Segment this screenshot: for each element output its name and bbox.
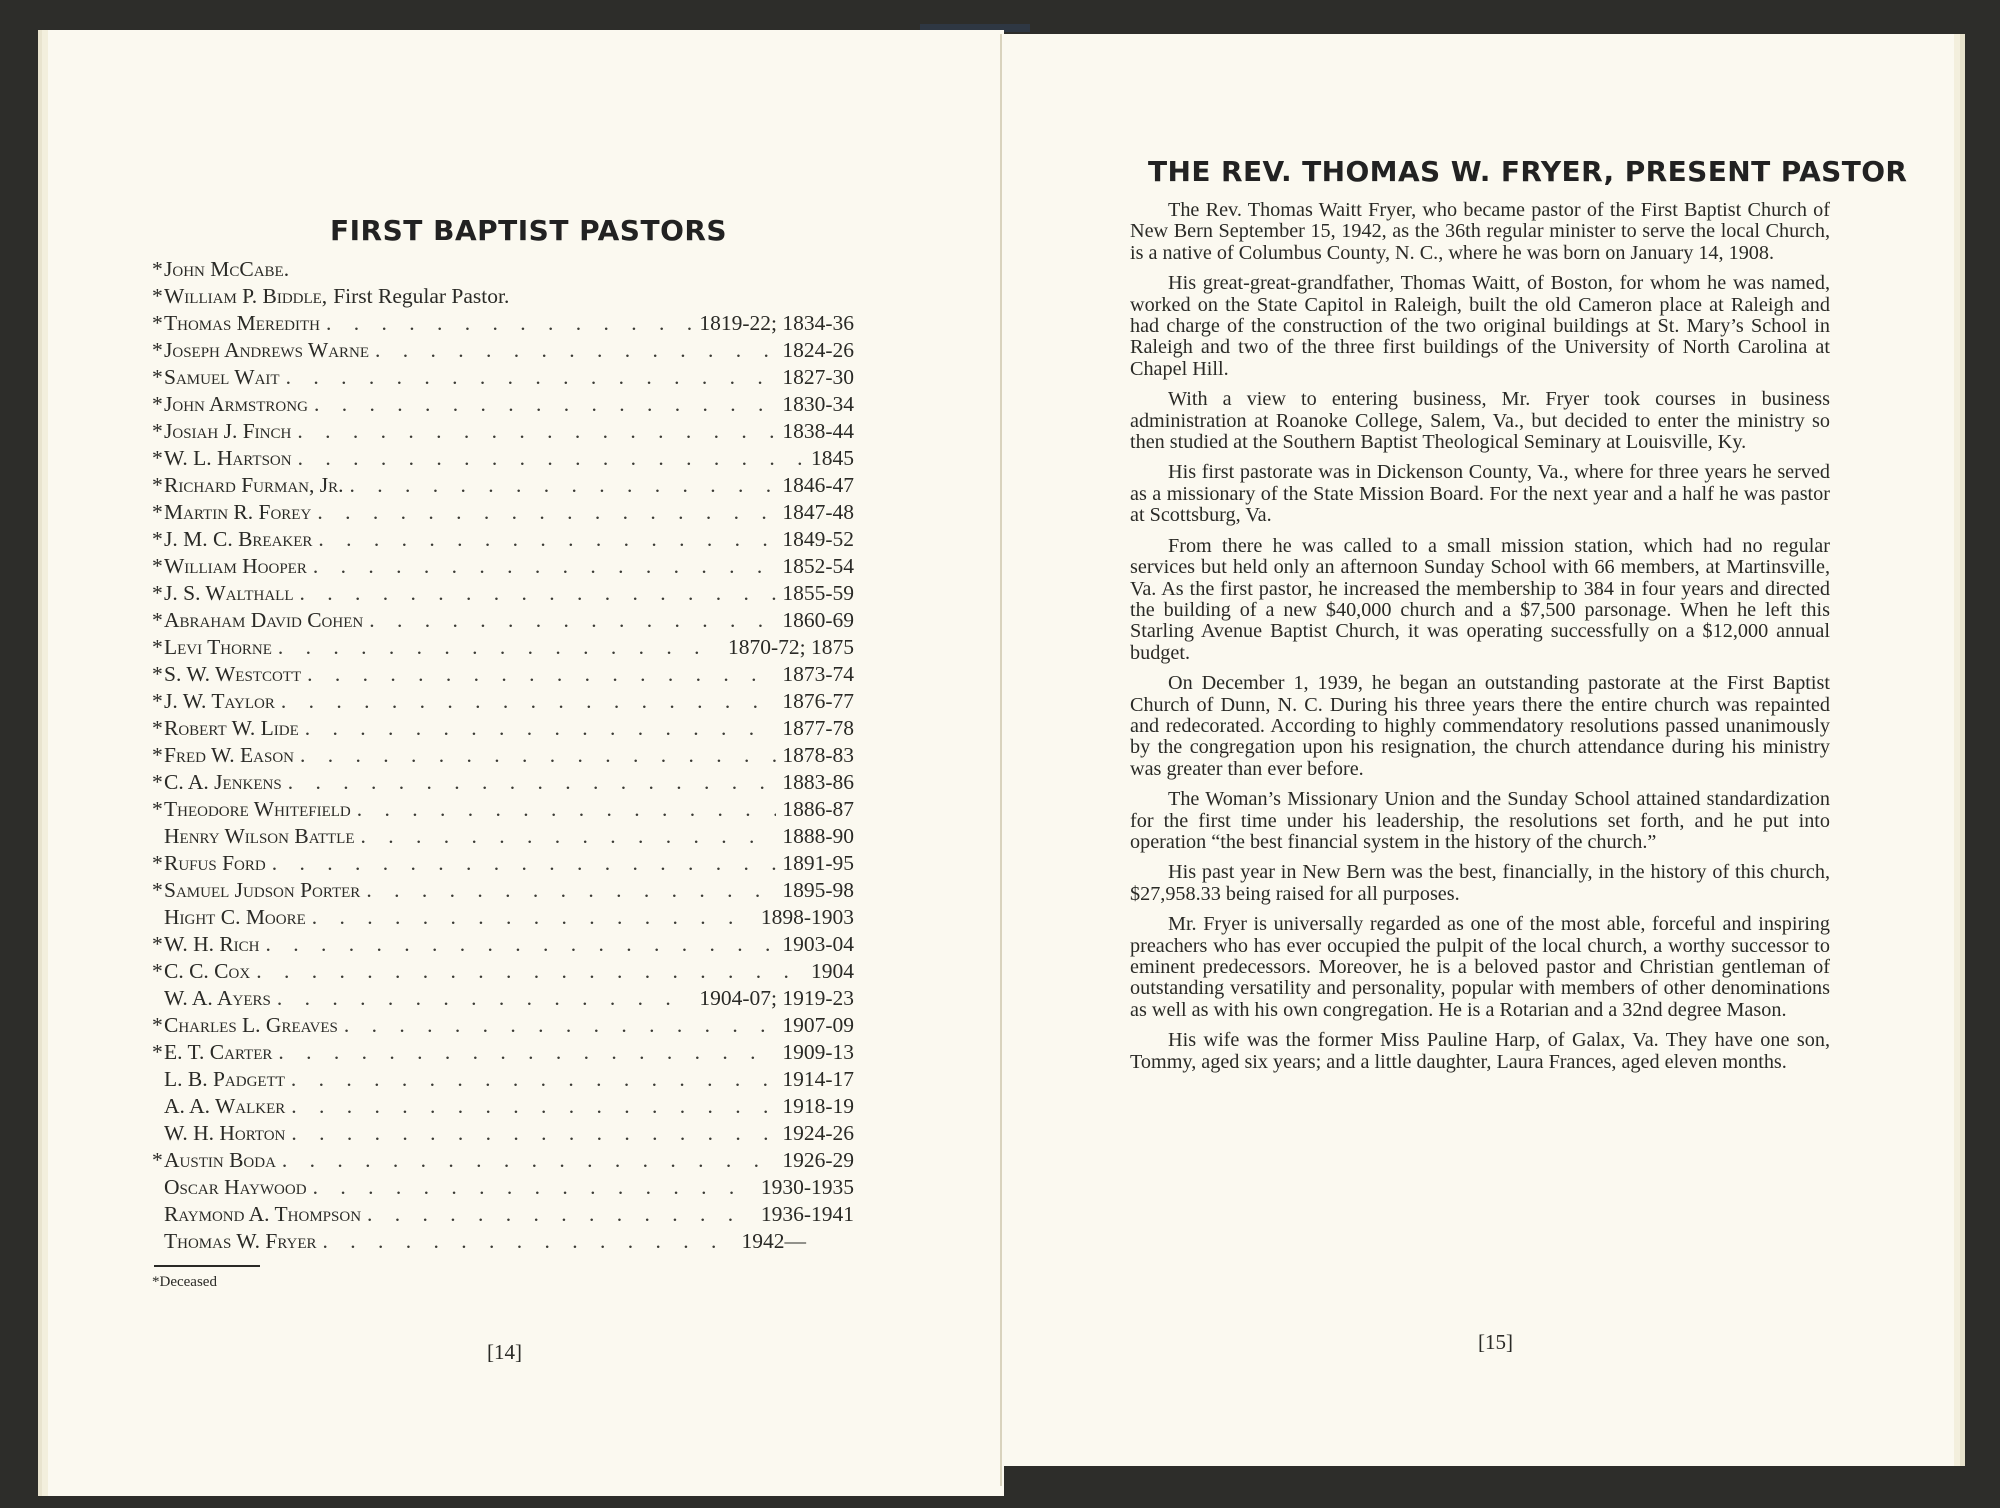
pastor-row [152,283,854,310]
dot-leader [305,715,777,742]
pastor-row [152,364,854,391]
deceased-marker: * [152,473,163,497]
dot-leader [288,769,777,796]
deceased-marker: * [152,1148,163,1172]
pastor-row [152,1147,854,1174]
pastor-years: 1819-22; 1834-36 [699,311,854,335]
page-number-right: [15] [1478,1330,1513,1354]
dot-leader [298,445,805,472]
pastor-name: Oscar Haywood [164,1175,307,1199]
pastor-name: S. W. Westcott [164,662,302,686]
dot-leader [361,823,777,850]
deceased-marker: * [152,392,163,416]
pastor-years: 1907-09 [782,1013,854,1037]
pastor-name: Austin Boda [164,1148,276,1172]
deceased-marker: * [152,257,163,281]
pastor-name: J. W. Taylor [164,689,275,713]
deceased-marker: * [152,932,163,956]
deceased-marker: * [152,311,163,335]
dot-leader [272,850,777,877]
deceased-marker: * [152,284,163,308]
pastor-years: 1903-04 [782,932,854,956]
book-spine [1000,34,1002,1486]
pastor-row [152,985,854,1012]
dot-leader [312,904,755,931]
dot-leader [297,418,776,445]
pastor-name: Charles L. Greaves [164,1013,338,1037]
pastor-years: 1824-26 [782,338,854,362]
pastor-name: Thomas W. Fryer [164,1229,317,1253]
pastor-name: C. C. Cox [164,959,251,983]
deceased-marker: * [152,1013,163,1037]
pastor-name: William P. Biddle, [164,284,328,308]
pastor-row [152,769,854,796]
dot-leader [307,661,776,688]
deceased-marker: * [152,500,163,524]
pastor-years: 1838-44 [782,419,854,443]
pastor-row [152,742,854,769]
pastor-name: W. A. Ayers [164,986,271,1010]
pastor-name: Joseph Andrews Warne [164,338,370,362]
pastor-name: Robert W. Lide [164,716,299,740]
pastor-name: Raymond A. Thompson [164,1202,362,1226]
deceased-marker: * [152,743,163,767]
pastor-row [152,1201,854,1228]
dot-leader [357,796,777,823]
dot-leader [277,985,693,1012]
dot-leader [326,310,693,337]
pastor-note: First Regular Pastor. [333,284,510,308]
paragraph: With a view to entering business, Mr. Fryer took courses in business administration at Roanoke College, Salem, Va., but decided to enter the ministry so then studied at the Southern Baptist Theological Seminary at Louisville, Ky. [1130,388,1830,454]
pastor-years: 1827-30 [782,365,854,389]
pastor-row [152,418,854,445]
pastor-name: Samuel Judson Porter [164,878,361,902]
pastor-years: 1870-72; 1875 [727,635,854,659]
pastor-row [152,337,854,364]
dot-leader [300,580,777,607]
paragraph: From there he was called to a small mission station, which had no regular services but held only an afternoon Sunday School with 66 members, at Martinsville, Va. As the first pastor, he increased the membership to 384 in four years and directed the building of a new $40,000 church and a $7,500 parsonage. When he left this Starling Avenue Baptist Church, it was operating successfully on a $12,000 annual budget. [1130,534,1830,664]
pastors-list-heading: FIRST BAPTIST PASTORS [330,214,728,247]
dot-leader [344,1012,776,1039]
dot-leader [367,1201,755,1228]
dot-leader [375,337,776,364]
dot-leader [366,877,776,904]
pastor-years: 1860-69 [782,608,854,632]
pastor-row [152,796,854,823]
pastor-years: 1895-98 [782,878,854,902]
pastor-row [152,310,854,337]
deceased-marker: * [152,527,163,551]
pastor-years: 1845 [811,446,854,470]
pastor-row [152,580,854,607]
dot-leader [281,688,776,715]
pastor-row [152,688,854,715]
pastor-name: E. T. Carter [164,1040,273,1064]
deceased-marker: * [152,608,163,632]
deceased-marker: * [152,716,163,740]
pastor-years: 1878-83 [782,743,854,767]
pastor-years: 1918-19 [782,1094,854,1118]
paragraph: The Rev. Thomas Waitt Fryer, who became pastor of the First Baptist Church of New Bern September 15, 1942, as the 36th regular minister to serve the local Church, is a native of Columbus County, N. C., where he was born on January 14, 1908. [1130,199,1830,264]
pastor-row [152,1174,854,1201]
pastor-years: 1883-86 [782,770,854,794]
pastor-row [152,1093,854,1120]
pastor-years: 1891-95 [782,851,854,875]
pastor-name: Hight C. Moore [164,905,306,929]
pastor-row [152,445,854,472]
pastor-row [152,958,854,985]
pastor-name: Fred W. Eason [164,743,294,767]
pastor-biography [1130,200,1830,1082]
pastor-row [152,472,854,499]
dot-leader [350,472,777,499]
pastor-years: 1846-47 [782,473,854,497]
pastor-years: 1830-34 [782,392,854,416]
pastor-name: Thomas Meredith [164,311,320,335]
pastor-name: J. S. Walthall [164,581,294,605]
pastor-name: W. H. Rich [164,932,260,956]
pastor-row [152,1120,854,1147]
pastor-years: 1924-26 [782,1121,854,1145]
pastor-row [152,256,854,283]
pastor-name: C. A. Jenkens [164,770,282,794]
dot-leader [369,607,776,634]
deceased-marker: * [152,770,163,794]
pastor-years: 1852-54 [782,554,854,578]
dot-leader [286,364,777,391]
pastor-row [152,715,854,742]
pastor-row [152,931,854,958]
deceased-marker: * [152,878,163,902]
pastor-years: 1930-1935 [760,1175,854,1199]
dot-leader [317,499,776,526]
pastor-row [152,904,854,931]
pastor-name: Samuel Wait [164,365,280,389]
pastor-name: John Armstrong [164,392,308,416]
pastor-row [152,391,854,418]
pastor-name: Martin R. Forey [164,500,312,524]
dot-leader [278,634,722,661]
pastor-name: W. L. Hartson [164,446,292,470]
dot-leader [323,1228,736,1255]
deceased-marker: * [152,851,163,875]
footnote-deceased: *Deceased [152,1274,217,1290]
dot-leader [291,1066,776,1093]
pastor-years: 1847-48 [782,500,854,524]
pastors-list [152,256,854,1255]
dot-leader [278,1039,776,1066]
pastor-name: Theodore Whitefield [164,797,351,821]
dot-leader [282,1147,776,1174]
dot-leader [313,553,776,580]
deceased-marker: * [152,554,163,578]
pastor-row [152,823,854,850]
pastor-row [152,661,854,688]
dot-leader [314,391,776,418]
paragraph: His wife was the former Miss Pauline Harp, of Galax, Va. They have one son, Tommy, aged six years; and a little daughter, Laura Frances, aged eleven months. [1130,1029,1830,1073]
dot-leader [318,526,776,553]
deceased-marker: * [152,959,163,983]
footnote-rule [154,1265,260,1267]
deceased-marker: * [152,662,163,686]
deceased-marker: * [152,419,163,443]
dot-leader [313,1174,755,1201]
pastor-years: 1873-74 [782,662,854,686]
pastor-years: 1942— [741,1229,806,1253]
pastor-years: 1898-1903 [760,905,854,929]
deceased-marker: * [152,1040,163,1064]
pastor-years: 1909-13 [782,1040,854,1064]
paragraph: His first pastorate was in Dickenson County, Va., where for three years he served as a missionary of the State Mission Board. For the next year and a half he was pastor at Scottsburg, Va. [1130,461,1830,527]
deceased-marker: * [152,581,163,605]
pastor-years: 1886-87 [782,797,854,821]
pastor-name: Henry Wilson Battle [164,824,355,848]
pastor-row [152,1228,854,1255]
paragraph: The Woman’s Missionary Union and the Sunday School attained standardization for the first time under his leadership, the resolutions set forth, and he put into operation “the best financial system in the history of the church.” [1130,788,1830,853]
pastor-years: 1904-07; 1919-23 [699,986,854,1010]
pastor-years: 1849-52 [782,527,854,551]
pastor-row [152,526,854,553]
pastor-years: 1876-77 [782,689,854,713]
deceased-marker: * [152,635,163,659]
page-number-left: [14] [487,1340,522,1364]
dot-leader [266,931,777,958]
pastor-row [152,1012,854,1039]
pastor-name: W. H. Horton [164,1121,286,1145]
deceased-marker: * [152,338,163,362]
paragraph: On December 1, 1939, he began an outstanding pastorate at the First Baptist Church of Dunn, N. C. During his three years there the entire church was repainted and redecorated. According to highly commendatory resolutions passed unanimously by the congregation upon his resignation, the church attendance during his ministry was greater than ever before. [1130,672,1830,780]
paragraph: His great-great-grandfather, Thomas Waitt, of Boston, for whom he was named, worked on the State Capitol in Raleigh, built the old Cameron place at Raleigh and had charge of the construction of the two original buildings at St. Mary’s School in Raleigh and two of the three first buildings of the University of North Carolina at Chapel Hill. [1130,272,1830,380]
pastor-name: J. M. C. Breaker [164,527,313,551]
pastor-years: 1904 [811,959,854,983]
dot-leader [291,1093,776,1120]
pastor-years: 1914-17 [782,1067,854,1091]
pastor-row [152,850,854,877]
pastor-name: Rufus Ford [164,851,266,875]
pastor-years: 1877-78 [782,716,854,740]
article-heading: THE REV. THOMAS W. FRYER, PRESENT PASTOR [1148,155,1908,188]
pastor-row [152,553,854,580]
pastor-row [152,877,854,904]
deceased-marker: * [152,365,163,389]
pastor-name: William Hooper [164,554,307,578]
pastor-years: 1855-59 [782,581,854,605]
paragraph: His past year in New Bern was the best, financially, in the history of this church, $27,958.33 being raised for all purposes. [1130,861,1830,905]
pastor-row [152,634,854,661]
pastor-name: L. B. Padgett [164,1067,285,1091]
pastor-name: Levi Thorne [164,635,272,659]
paragraph: Mr. Fryer is universally regarded as one of the most able, forceful and inspiring preachers who has ever occupied the pulpit of the local church, a worthy successor to eminent predecessors. Moreover, he is a beloved pastor and Christian gentleman of outstanding versatility and personality, popular with members of other denominations as well as with his own congregation. He is a Rotarian and a 32nd degree Mason. [1130,913,1830,1021]
dot-leader [300,742,776,769]
pastor-years: 1926-29 [782,1148,854,1172]
deceased-marker: * [152,446,163,470]
dot-leader [256,958,805,985]
dot-leader [291,1120,776,1147]
pastor-name: Abraham David Cohen [164,608,364,632]
pastor-years: 1888-90 [782,824,854,848]
pastor-name: John McCabe. [164,257,290,281]
deceased-marker: * [152,797,163,821]
pastor-name: Richard Furman, Jr. [164,473,344,497]
pastor-row [152,1066,854,1093]
deceased-marker: * [152,689,163,713]
pastor-row [152,499,854,526]
pastor-row [152,1039,854,1066]
pastor-years: 1936-1941 [760,1202,854,1226]
pastor-name: Josiah J. Finch [164,419,292,443]
pastor-name: A. A. Walker [164,1094,286,1118]
pastor-row [152,607,854,634]
